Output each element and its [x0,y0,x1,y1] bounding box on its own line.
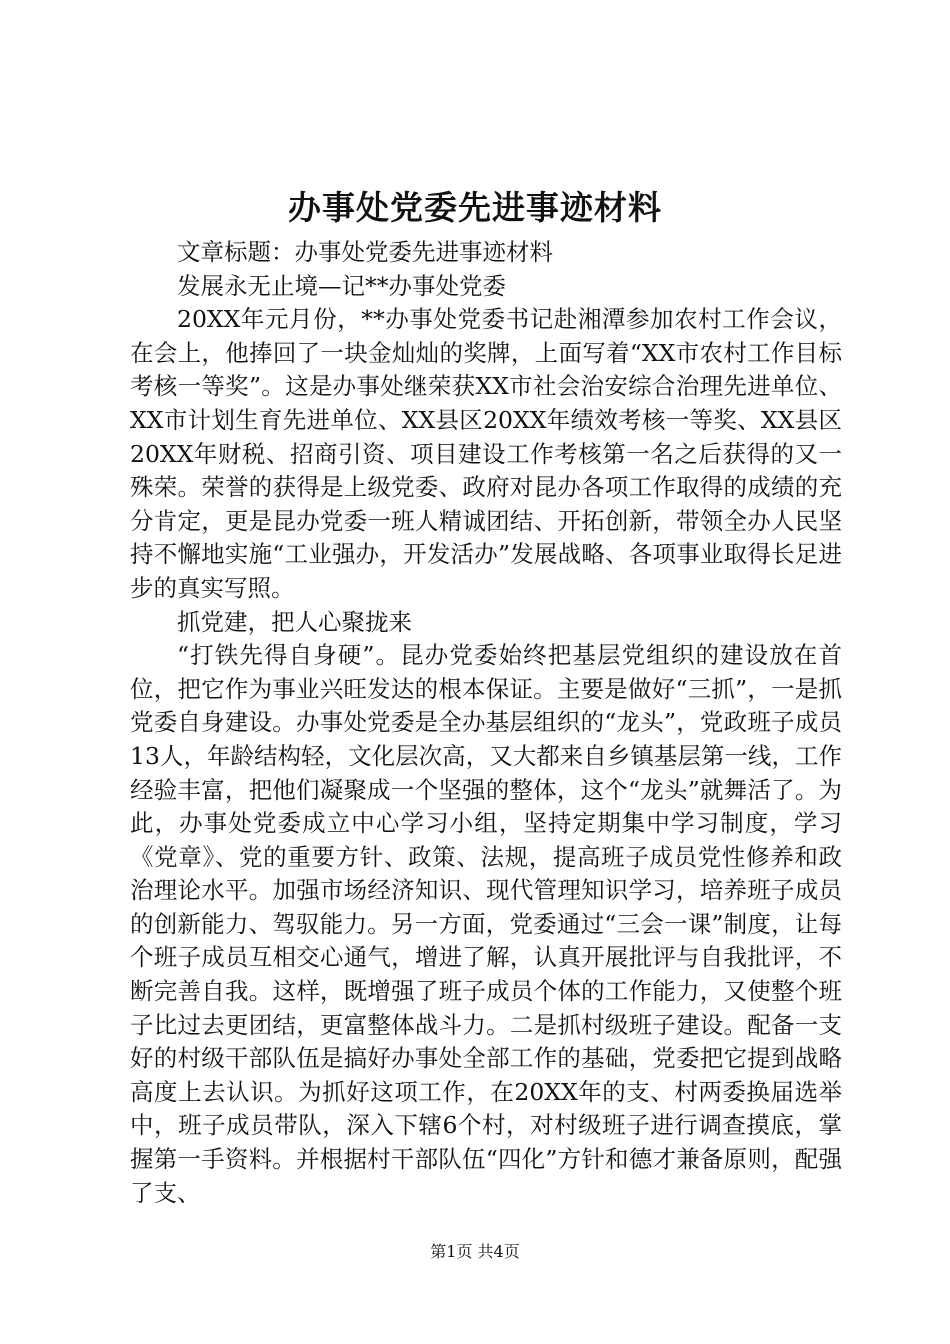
article-title-line: 文章标题：办事处党委先进事迹材料 [177,238,553,266]
body-paragraph: “打铁先得自身硬”。昆办党委始终把基层党组织的建设放在首位，把它作为事业兴旺发达的根本保证。主要是做好“三抓”，一是抓党委自身建设。办事处党委是全办基层组织的“龙头”，党政班子成员13人，年龄结构轻，文化层次高，又大都来自乡镇基层第一线，工作经验丰富，把他们凝聚成一个坚强的整体，这个“龙头”就舞活了。为此，办事处党委成立中心学习小组，坚持定期集中学习制度，学习《党章》、党的重要方针、政策、法规，提高班子成员党性修养和政治理论水平。加强市场经济知识、现代管理知识学习，培养班子成员的创新能力、驾驭能力。另一方面，党委通过“三会一课”制度，让每个班子成员互相交心通气，增进了解，认真开展批评与自我批评，不断完善自我。这样，既增强了班子成员个体的工作能力，又使整个班子比过去更团结，更富整体战斗力。二是抓村级班子建设。配备一支好的村级干部队伍是搞好办事处全部工作的基础，党委把它提到战略高度上去认识。为抓好这项工作，在20XX年的支、村两委换届选举中，班子成员带队，深入下辖6个村，对村级班子进行调查摸底，掌握第一手资料。并根据村干部队伍“四化”方针和德才兼备原则，配强了支、 [130,641,842,1207]
page-footer: 第1页 共4页 [430,1242,520,1261]
body-paragraph: 20XX年元月份，**办事处党委书记赴湘潭参加农村工作会议，在会上，他捧回了一块金灿灿的奖牌，上面写着“XX市农村工作目标考核一等奖”。这是办事处继荣获XX市社会治安综合治理先进单位、XX市计划生育先进单位、XX县区20XX年绩效考核一等奖、XX县区20XX年财税、招商引资、项目建设工作考核第一名之后获得的又一殊荣。荣誉的获得是上级党委、政府对昆办各项工作取得的成绩的充分肯定，更是昆办党委一班人精诚团结、开拓创新，带领全办人民坚持不懈地实施“工业强办，开发活办”发展战略、各项事业取得长足进步的真实写照。 [130,305,842,602]
section-heading: 抓党建，把人心聚拢来 [177,607,412,636]
document-body [130,236,842,1210]
document-title: 办事处党委先进事迹材料 [288,188,662,227]
subtitle-line: 发展永无止境—记**办事处党委 [177,271,506,300]
